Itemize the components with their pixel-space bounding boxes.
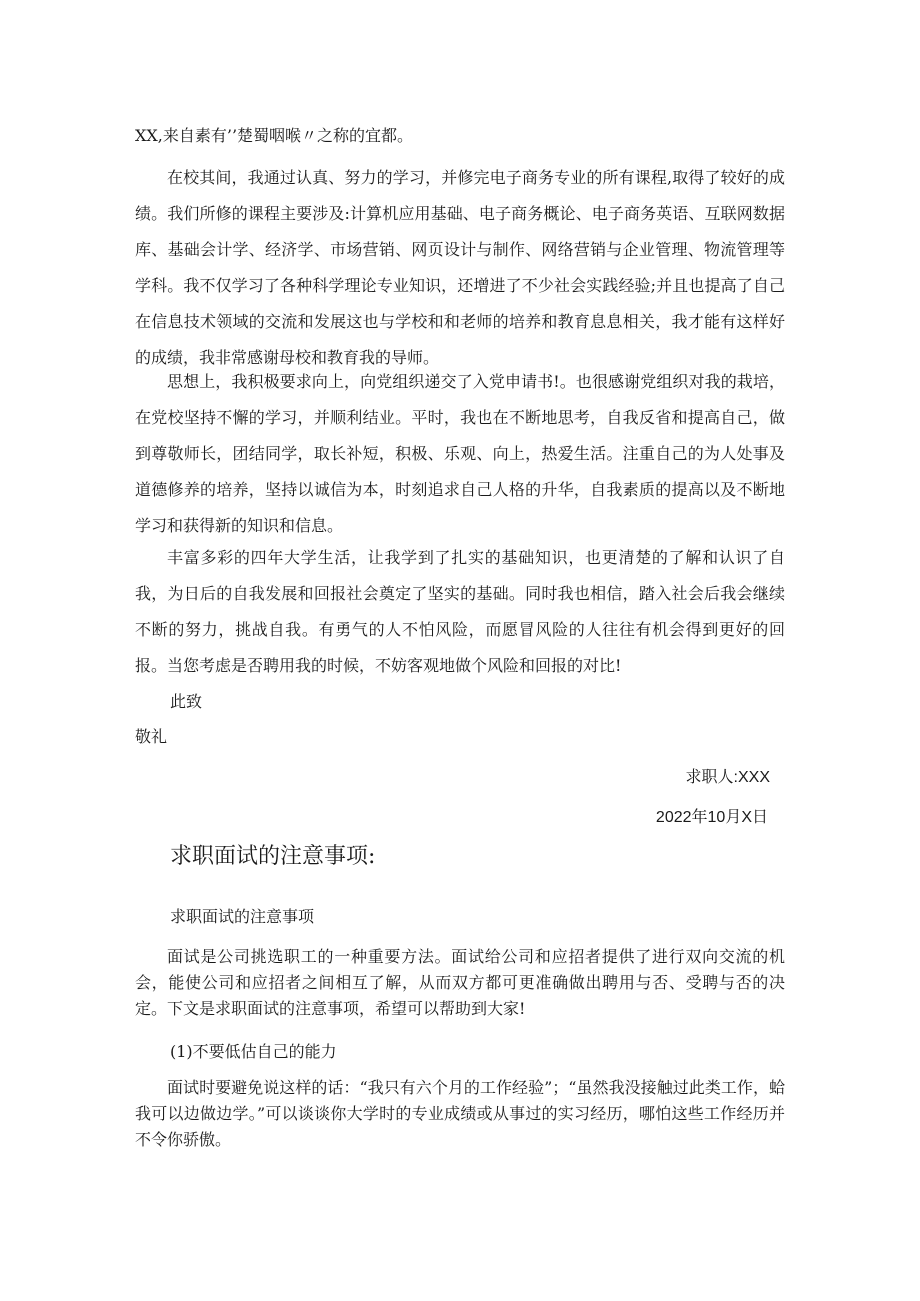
interview-point1-body: 面试时要避免说这样的话：“我只有六个月的工作经验”；“虽然我没接触过此类工作，蛤我可以边做边学。”可以谈谈你大学时的专业成绩或从事过的实习经历，哪怕这些工作经历并不令你骄傲。	[135, 1078, 785, 1149]
letter-paragraph-thought: 思想上，我积极要求向上，向党组织递交了入党申请书!。也很感谢党组织对我的栽培，在党校坚持不懈的学习，并顺利结业。平时，我也在不断地思考，自我反省和提高自己，做到尊敬师长，团结同学，取长补短，积极、乐观、向上，热爱生活。注重自己的为人处事及道德修养的培养，坚持以诚信为本，时刻追求自己人格的升华，自我素质的提高以及不断地学习和获得新的知识和信息。	[135, 372, 785, 535]
letter-respect: 敬礼	[135, 727, 168, 746]
letter-date: 2022年10月X日	[655, 809, 768, 826]
interview-point1-title: (1)不要低估自己的能力	[170, 1042, 337, 1061]
letter-first-line: XX,来自素有’’楚蜀咽喉〃之称的宜都。	[135, 126, 414, 145]
letter-paragraph-college-life: 丰富多彩的四年大学生活，让我学到了扎实的基础知识，也更清楚的了解和认识了自我，为日后的自我发展和回报社会奠定了坚实的基础。同时我也相信，踏入社会后我会继续不断的努力，挑战自我。有勇气的人不怕风险，而愿冒风险的人往往有机会得到更好的回报。当您考虑是否聘用我的时候，不妨客观地做个风险和回报的对比!	[135, 548, 785, 675]
interview-subheading: 求职面试的注意事项	[170, 907, 315, 926]
interview-heading: 求职面试的注意事项:	[170, 844, 376, 869]
letter-signature: 求职人:XXX	[685, 769, 770, 786]
letter-paragraph-study: 在校其间，我通过认真、努力的学习，并修完电子商务专业的所有课程,取得了较好的成绩。我们所修的课程主要涉及:计算机应用基础、电子商务概论、电子商务英语、互联网数据库、基础会计学、经济学、市场营销、网页设计与制作、网络营销与企业管理、物流管理等学科。我不仅学习了各种科学理论专业知识，还增进了不少社会实践经验;并且也提高了自己在信息技术领域的交流和发展这也与学校和和老师的培养和教育息息相关，我才能有这样好的成绩，我非常感谢母校和教育我的导师。	[135, 168, 785, 367]
interview-intro: 面试是公司挑选职工的一种重要方法。面试给公司和应招者提供了进行双向交流的机会，能使公司和应招者之间相互了解，从而双方都可更准确做出聘用与否、受聘与否的决定。下文是求职面试的注意事项，希望可以帮助到大家!	[135, 947, 785, 1018]
letter-salutation: 此致	[170, 692, 203, 711]
